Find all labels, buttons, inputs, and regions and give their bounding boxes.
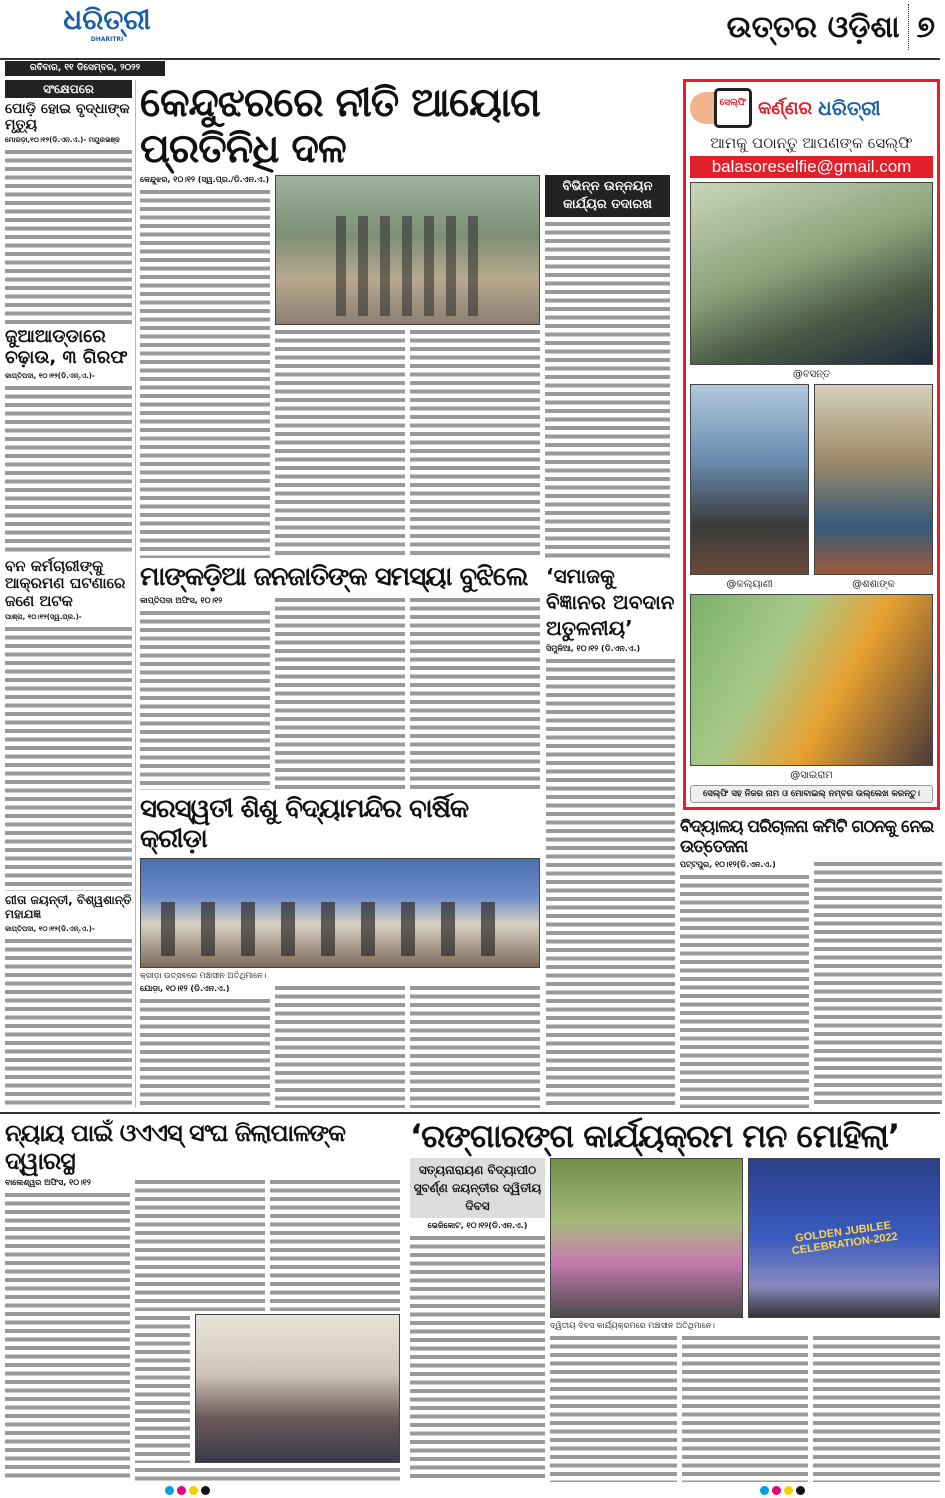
section-rule	[0, 1112, 940, 1114]
story3	[546, 563, 675, 1108]
masthead-rule	[0, 58, 940, 60]
story3-body	[546, 657, 675, 1108]
story2-body-col3	[410, 596, 540, 790]
selfie-photo-1	[690, 182, 933, 365]
story6-headline: ନ୍ୟାୟ ପାଇଁ ଓଏଏସ୍ ସଂଘ ଜିଲାପାଳଙ୍କ ଦ୍ୱାରସ୍ଥ	[5, 1119, 346, 1175]
lead-dateline: କେନ୍ଦୁଝର, ୧୦।୧୨ (ସ୍ୱ.ପ୍ର./ଡି.ଏନ.ଏ.)	[140, 175, 270, 184]
lead-headline: କେନ୍ଦୁଝରରେ ନୀତି ଆୟୋଗ ପ୍ରତିନିଧି ଦଳ	[140, 80, 540, 172]
lead-body-col3	[410, 328, 540, 558]
page-number: ୭	[916, 9, 935, 45]
story7-photo-2	[748, 1158, 941, 1318]
story4-body-col2	[275, 984, 405, 1108]
brief-column	[5, 80, 132, 1108]
brief-dateline-1: ମୋରଡ଼ା,୧୦।୧୨(ଡି.ଏନ.ଏ.)- ମୟୂରଭଞ୍ଜ	[5, 136, 120, 145]
brief-headline-1: ପୋଡ଼ି ହୋଇ ବୃଦ୍ଧାଙ୍କ ମୃତ୍ୟୁ	[5, 101, 130, 134]
story5-body-col1	[680, 873, 809, 1108]
story2-headline: ମାଙ୍କଡ଼ିଆ ଜନଜାତିଙ୍କ ସମସ୍ୟା ବୁଝିଲେ	[140, 562, 528, 592]
selfie-corner	[683, 79, 940, 810]
brief-body-2	[5, 384, 132, 555]
story7-body-col4	[813, 1334, 940, 1482]
selfie-brand-phone: ସେଲ୍ଫି	[714, 88, 752, 128]
phone-hand-icon	[690, 88, 752, 128]
story6-body-col2b	[135, 1314, 190, 1463]
brief-body-1	[5, 148, 132, 324]
story7-headline: ‘ରଙ୍ଗାରଙ୍ଗ କାର୍ଯ୍ୟକ୍ରମ ମନ ମୋହିଲା’	[410, 1117, 900, 1155]
story6-dateline: ବାଲେଶ୍ୱର ଅଫିସ, ୧୦।୧୨	[5, 1178, 91, 1188]
masthead-right	[560, 4, 935, 50]
story5-dateline: ପଟ୍ଟପୁର, ୧୦।୧୨(ଡି.ଏନ.ଏ.)	[680, 860, 776, 870]
story3-dateline: ସିମୁଳିଆ, ୧୦।୧୨ (ଡି.ଏନ.ଏ.)	[546, 644, 641, 653]
story7-caption: ଦ୍ୱିତୀୟ ଦିବସ କାର୍ଯ୍ୟକ୍ରମରେ ମଞ୍ଚାସୀନ ଅତିଥିମାନେ।	[550, 1320, 715, 1330]
selfie-photo-4	[690, 594, 933, 766]
selfie-email[interactable]: balasoreselfie@gmail.com	[690, 156, 933, 178]
section-title: ଉତ୍ତର ଓଡ଼ିଶା	[726, 9, 900, 45]
masthead-logo	[52, 4, 162, 43]
brief-headline-4: ଗୀତା ଜୟନ୍ତୀ, ବିଶ୍ୱଶାନ୍ତି ମହାଯଜ୍ଞ	[5, 893, 132, 921]
lead-body-col4	[545, 220, 670, 558]
footer-color-marks-left	[165, 1486, 210, 1495]
selfie-photo-3	[814, 384, 933, 575]
story4	[140, 795, 540, 1108]
story4-headline: ସରସ୍ୱତୀ ଶିଶୁ ବିଦ୍ୟାମନ୍ଦିର ବାର୍ଷିକ କ୍ରୀଡ଼ା	[140, 794, 469, 854]
story5-body-col2	[814, 860, 943, 1108]
selfie-credit-2: @କଲ୍ୟାଣୀ	[726, 578, 773, 590]
story6-body-col2	[135, 1178, 265, 1311]
story5-headline: ବିଦ୍ୟାଳୟ ପରିଚାଳନା କମିଟି ଗଠନକୁ ନେଇ ଉତ୍ତେଜନା	[680, 817, 934, 857]
selfie-tagline: ଆମକୁ ପଠାନ୍ତୁ ଆପଣଙ୍କ ସେଲ୍ଫି	[710, 134, 913, 152]
story6-body-col1	[5, 1191, 130, 1482]
jubilee-banner: GOLDEN JUBILEE CELEBRATION-2022	[790, 1219, 899, 1258]
lead-body-col2	[275, 328, 405, 558]
story2-body-col2	[275, 596, 405, 790]
selfie-credit-4: @ସାଇରାମ	[790, 770, 833, 782]
lead-body-col1	[140, 188, 270, 558]
selfie-photo-2	[690, 384, 809, 575]
story7-photo-1	[550, 1158, 743, 1318]
brief-dateline-3: ପାଶ୍ରା, ୧୦।୧୨(ସ୍ୱ.ପ୍ର.)-	[5, 612, 82, 621]
story7-body-col3	[682, 1334, 809, 1482]
logo-sub: DHARITRI	[90, 36, 124, 43]
brief-dateline-4: କାପ୍ତିପଦା, ୧୦।୧୨(ଡି.ଏନ୍.ଏ.)-	[5, 924, 95, 933]
column-rule	[135, 80, 136, 1108]
story4-photo	[140, 858, 540, 968]
selfie-credit-3: @ଶଶାଙ୍କ	[852, 578, 895, 590]
story7	[410, 1118, 940, 1482]
selfie-credit-1: @ବସନ୍ତ	[792, 368, 831, 380]
selfie-brand-mid: କର୍ଣ୍ଣର	[758, 97, 813, 119]
selfie-brand-logo: ଧରିତ୍ରୀ	[818, 96, 881, 120]
lead-subhead-box: ବିଭିନ୍ନ ଉନ୍ନୟନ କାର୍ଯ୍ୟର ତଦାରଖ	[545, 175, 670, 217]
lead-photo	[275, 175, 540, 325]
story6-caption-line	[135, 1466, 400, 1482]
story7-dateline: ଭେଜିକୋଟ, ୧୦।୧୨(ଡି.ଏନ.ଏ.)	[427, 1220, 528, 1230]
story5	[680, 818, 942, 1108]
brief-body-4	[5, 937, 132, 1108]
story6-body-col3	[270, 1178, 400, 1311]
story7-body-col2	[550, 1334, 677, 1482]
story4-caption: କ୍ରୀଡ଼ା ଉତ୍ସବରେ ମଞ୍ଚାସୀନ ଅତିଥିମାନେ।	[140, 971, 267, 981]
story2-dateline: କାପ୍ତିପଦା ଅଫିସ, ୧୦।୧୨	[140, 595, 223, 605]
lead-story	[140, 80, 675, 558]
story4-body-col1	[140, 997, 270, 1108]
brief-body-3	[5, 625, 132, 891]
brief-headline-2: ଜୁଆଆଡ୍ଡାରେ ଚଢ଼ାଉ, ୩ ଗିରଫ	[5, 326, 128, 369]
story2-body-col1	[140, 609, 270, 790]
story7-body-col1	[410, 1234, 545, 1482]
brief-headline-3: ବନ କର୍ମଚାରୀଙ୍କୁ ଆକ୍ରମଣ ଘଟଣାରେ ଜଣେ ଅଟକ	[5, 557, 126, 610]
story4-dateline: ଯୋଡ଼ା, ୧୦।୧୨ (ଡି.ଏନ.ଏ.)	[140, 984, 230, 994]
footer-color-marks-right	[760, 1486, 805, 1495]
logo-text: ଧରିତ୍ରୀ	[63, 3, 151, 36]
brief-label: ସଂକ୍ଷେପରେ	[5, 80, 132, 98]
story3-headline: ‘ସମାଜକୁ ବିଜ୍ଞାନର ଅବଦାନ ଅତୁଳନୀୟ’	[546, 564, 675, 640]
story6-photo	[195, 1314, 400, 1463]
brief-dateline-2: କାପ୍ତିପଦା, ୧୦।୧୨(ଡି.ଏନ୍.ଏ.)-	[5, 371, 95, 380]
date-bar: ରବିବାର, ୧୧ ଡିସେମ୍ବର, ୨୦୨୨	[5, 61, 165, 76]
story7-subhead-box: ସତ୍ୟନାରାୟଣ ବିଦ୍ୟାପୀଠ ସୁବର୍ଣ୍ଣ ଜୟନ୍ତୀର ଦ୍ୱିତୀୟ ଦିବସ	[410, 1158, 545, 1218]
story6	[5, 1120, 400, 1482]
story4-body-col3	[410, 984, 540, 1108]
selfie-footer: ସେଲ୍ଫି ସହ ନିଜର ନାମ ଓ ମୋବାଇଲ୍ ନମ୍ବର ଉଲ୍ଲେଖ କରନ୍ତୁ।	[690, 785, 933, 803]
story2	[140, 563, 540, 790]
page-divider	[908, 4, 909, 50]
